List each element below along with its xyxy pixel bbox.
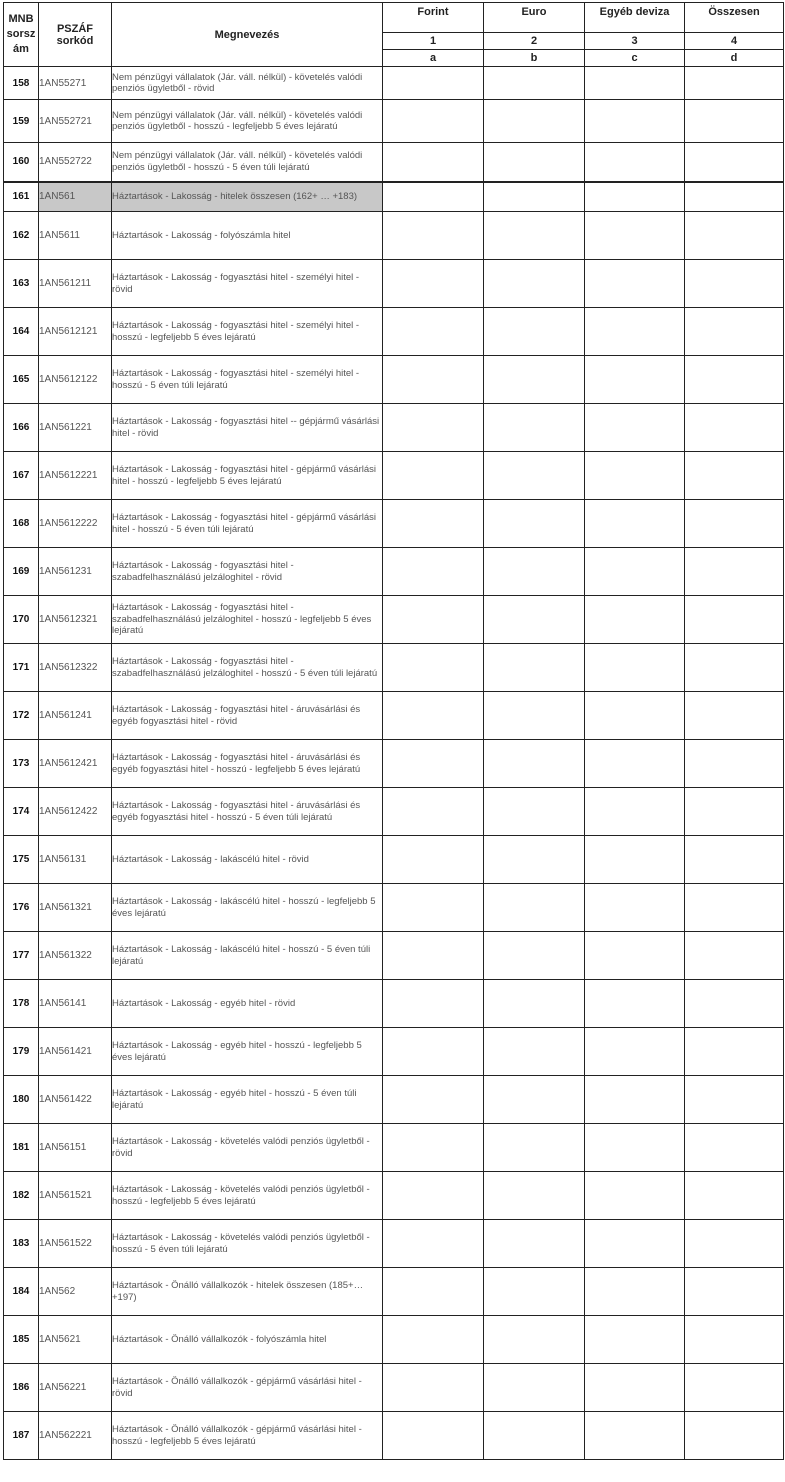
cell-euro[interactable]: [484, 452, 585, 500]
cell-forint[interactable]: [383, 1364, 484, 1412]
cell-forint[interactable]: [383, 212, 484, 260]
row-number: 177: [4, 932, 39, 980]
cell-euro[interactable]: [484, 260, 585, 308]
row-number: 181: [4, 1124, 39, 1172]
cell-euro[interactable]: [484, 596, 585, 644]
cell-other-currency[interactable]: [585, 1412, 685, 1460]
cell-euro[interactable]: [484, 100, 585, 143]
row-number: 175: [4, 836, 39, 884]
cell-forint[interactable]: [383, 1076, 484, 1124]
cell-euro[interactable]: [484, 356, 585, 404]
row-number: 185: [4, 1316, 39, 1364]
row-name: Nem pénzügyi vállalatok (Jár. váll. nélkül) - követelés valódi penziós ügyletből - rövid: [112, 67, 383, 100]
row-number: 166: [4, 404, 39, 452]
row-code: 1AN561522: [39, 1220, 112, 1268]
cell-forint[interactable]: [383, 404, 484, 452]
cell-forint[interactable]: [383, 1316, 484, 1364]
row-name: Háztartások - Lakosság - fogyasztási hitel - személyi hitel - rövid: [112, 260, 383, 308]
row-name: Háztartások - Lakosság - lakáscélú hitel - rövid: [112, 836, 383, 884]
cell-forint[interactable]: [383, 548, 484, 596]
header-total: Összesen: [685, 3, 784, 33]
cell-other-currency[interactable]: [585, 980, 685, 1028]
row-number: 162: [4, 212, 39, 260]
row-name: Háztartások - Lakosság - fogyasztási hitel - személyi hitel - hosszú - 5 éven túli lejáratú: [112, 356, 383, 404]
cell-other-currency[interactable]: [585, 356, 685, 404]
table-row: [4, 67, 784, 100]
table-row: [4, 1316, 784, 1364]
cell-euro[interactable]: [484, 788, 585, 836]
cell-total[interactable]: [685, 1172, 784, 1220]
cell-total[interactable]: [685, 644, 784, 692]
cell-forint[interactable]: [383, 1412, 484, 1460]
cell-other-currency[interactable]: [585, 143, 685, 182]
row-code: 1AN561422: [39, 1076, 112, 1124]
cell-euro[interactable]: [484, 1220, 585, 1268]
table-row: [4, 100, 784, 143]
row-name: Háztartások - Lakosság - követelés valódi penziós ügyletből - rövid: [112, 1124, 383, 1172]
row-name: Háztartások - Lakosság - fogyasztási hitel - áruvásárlási és egyéb fogyasztási hitel - hosszú - legfeljebb 5 éves lejáratú: [112, 740, 383, 788]
cell-total[interactable]: [685, 1028, 784, 1076]
row-name: Háztartások - Önálló vállalkozók - gépjármű vásárlási hitel - rövid: [112, 1364, 383, 1412]
row-name: Háztartások - Önálló vállalkozók - gépjármű vásárlási hitel - hosszú - legfeljebb 5 éves lejáratú: [112, 1412, 383, 1460]
cell-total[interactable]: [685, 356, 784, 404]
table-row: [4, 836, 784, 884]
row-code: 1AN561521: [39, 1172, 112, 1220]
row-number: 187: [4, 1412, 39, 1460]
cell-other-currency[interactable]: [585, 884, 685, 932]
table-row: [4, 452, 784, 500]
header-num-2: 2: [484, 33, 585, 50]
cell-other-currency[interactable]: [585, 1220, 685, 1268]
cell-euro[interactable]: [484, 1316, 585, 1364]
table-row: [4, 740, 784, 788]
row-code: 1AN552721: [39, 100, 112, 143]
row-name: Háztartások - Lakosság - fogyasztási hitel - szabadfelhasználású jelzáloghitel - hosszú - legfeljebb 5 éves lejáratú: [112, 596, 383, 644]
row-code: 1AN5612321: [39, 596, 112, 644]
cell-total[interactable]: [685, 1364, 784, 1412]
row-number: 179: [4, 1028, 39, 1076]
table-row: [4, 1124, 784, 1172]
cell-forint[interactable]: [383, 67, 484, 100]
cell-other-currency[interactable]: [585, 596, 685, 644]
cell-forint[interactable]: [383, 308, 484, 356]
row-name: Nem pénzügyi vállalatok (Jár. váll. nélkül) - követelés valódi penziós ügyletből - hosszú - legfeljebb 5 éves lejáratú: [112, 100, 383, 143]
row-number: 174: [4, 788, 39, 836]
row-name: Háztartások - Lakosság - fogyasztási hitel - szabadfelhasználású jelzáloghitel - rövid: [112, 548, 383, 596]
row-number: 169: [4, 548, 39, 596]
row-name: Háztartások - Lakosság - egyéb hitel - hosszú - legfeljebb 5 éves lejáratú: [112, 1028, 383, 1076]
row-number: 159: [4, 100, 39, 143]
row-code: 1AN561322: [39, 932, 112, 980]
cell-forint[interactable]: [383, 356, 484, 404]
row-number: 168: [4, 500, 39, 548]
row-code: 1AN552722: [39, 143, 112, 182]
row-number: 176: [4, 884, 39, 932]
row-number: 161: [4, 182, 39, 212]
row-name: Háztartások - Lakosság - folyószámla hitel: [112, 212, 383, 260]
table-row: [4, 182, 784, 212]
cell-other-currency[interactable]: [585, 452, 685, 500]
cell-euro[interactable]: [484, 932, 585, 980]
row-name: Háztartások - Lakosság - fogyasztási hitel - gépjármű vásárlási hitel - hosszú - 5 éven túli lejáratú: [112, 500, 383, 548]
cell-euro[interactable]: [484, 182, 585, 212]
row-code: 1AN56131: [39, 836, 112, 884]
row-name: Háztartások - Lakosság - lakáscélú hitel - hosszú - legfeljebb 5 éves lejáratú: [112, 884, 383, 932]
cell-forint[interactable]: [383, 100, 484, 143]
cell-euro[interactable]: [484, 67, 585, 100]
row-number: 167: [4, 452, 39, 500]
row-number: 171: [4, 644, 39, 692]
cell-forint[interactable]: [383, 1124, 484, 1172]
row-code: 1AN561321: [39, 884, 112, 932]
cell-other-currency[interactable]: [585, 1028, 685, 1076]
report-table: [3, 2, 784, 1460]
cell-total[interactable]: [685, 1124, 784, 1172]
cell-forint[interactable]: [383, 452, 484, 500]
cell-other-currency[interactable]: [585, 404, 685, 452]
table-row: [4, 1220, 784, 1268]
row-code: 1AN5612421: [39, 740, 112, 788]
row-name: Háztartások - Lakosság - fogyasztási hitel - személyi hitel - hosszú - legfeljebb 5 éves lejáratú: [112, 308, 383, 356]
row-code: 1AN5612222: [39, 500, 112, 548]
cell-euro[interactable]: [484, 1124, 585, 1172]
row-code: 1AN56151: [39, 1124, 112, 1172]
cell-other-currency[interactable]: [585, 1268, 685, 1316]
cell-total[interactable]: [685, 980, 784, 1028]
row-number: 180: [4, 1076, 39, 1124]
cell-euro[interactable]: [484, 644, 585, 692]
cell-total[interactable]: [685, 212, 784, 260]
cell-euro[interactable]: [484, 1028, 585, 1076]
row-number: 172: [4, 692, 39, 740]
row-code: 1AN561241: [39, 692, 112, 740]
cell-other-currency[interactable]: [585, 932, 685, 980]
cell-other-currency[interactable]: [585, 548, 685, 596]
cell-total[interactable]: [685, 788, 784, 836]
header-num-1: 1: [383, 33, 484, 50]
cell-total[interactable]: [685, 596, 784, 644]
row-code: 1AN562: [39, 1268, 112, 1316]
row-code: 1AN561211: [39, 260, 112, 308]
row-code: 1AN561: [39, 182, 112, 212]
cell-euro[interactable]: [484, 548, 585, 596]
cell-total[interactable]: [685, 1412, 784, 1460]
cell-total[interactable]: [685, 836, 784, 884]
header-letter-a: a: [383, 50, 484, 67]
row-code: 1AN5612322: [39, 644, 112, 692]
table-row: [4, 596, 784, 644]
cell-forint[interactable]: [383, 836, 484, 884]
cell-other-currency[interactable]: [585, 212, 685, 260]
row-number: 182: [4, 1172, 39, 1220]
table-row: [4, 1268, 784, 1316]
cell-forint[interactable]: [383, 182, 484, 212]
cell-forint[interactable]: [383, 644, 484, 692]
table-row: [4, 500, 784, 548]
table-row: [4, 143, 784, 182]
table-row: [4, 260, 784, 308]
row-code: 1AN55271: [39, 67, 112, 100]
table-row: [4, 980, 784, 1028]
table-row: [4, 548, 784, 596]
cell-total[interactable]: [685, 1076, 784, 1124]
header-other-currency: Egyéb deviza: [585, 3, 685, 33]
row-name: Háztartások - Önálló vállalkozók - folyószámla hitel: [112, 1316, 383, 1364]
cell-other-currency[interactable]: [585, 182, 685, 212]
cell-forint[interactable]: [383, 1172, 484, 1220]
cell-forint[interactable]: [383, 500, 484, 548]
cell-other-currency[interactable]: [585, 836, 685, 884]
header-pszaf: PSZÁF sorkód: [39, 3, 112, 67]
cell-total[interactable]: [685, 260, 784, 308]
row-code: 1AN562221: [39, 1412, 112, 1460]
table-row: [4, 644, 784, 692]
cell-other-currency[interactable]: [585, 740, 685, 788]
cell-forint[interactable]: [383, 260, 484, 308]
row-number: 164: [4, 308, 39, 356]
table-row: [4, 1412, 784, 1460]
cell-other-currency[interactable]: [585, 788, 685, 836]
table-row: [4, 308, 784, 356]
row-name: Háztartások - Lakosság - fogyasztási hitel - szabadfelhasználású jelzáloghitel - hosszú - 5 éven túli lejáratú: [112, 644, 383, 692]
header-num-3: 3: [585, 33, 685, 50]
cell-total[interactable]: [685, 500, 784, 548]
cell-forint[interactable]: [383, 1220, 484, 1268]
cell-other-currency[interactable]: [585, 692, 685, 740]
table-row: [4, 692, 784, 740]
cell-other-currency[interactable]: [585, 644, 685, 692]
row-code: 1AN56141: [39, 980, 112, 1028]
cell-euro[interactable]: [484, 404, 585, 452]
row-name: Háztartások - Lakosság - fogyasztási hitel - áruvásárlási és egyéb fogyasztási hitel - hosszú - 5 éven túli lejáratú: [112, 788, 383, 836]
row-name: Háztartások - Lakosság - követelés valódi penziós ügyletből - hosszú - 5 éven túli lejáratú: [112, 1220, 383, 1268]
cell-euro[interactable]: [484, 692, 585, 740]
row-name: Nem pénzügyi vállalatok (Jár. váll. nélkül) - követelés valódi penziós ügyletből - hosszú - 5 éven túli lejáratú: [112, 143, 383, 182]
row-number: 178: [4, 980, 39, 1028]
cell-total[interactable]: [685, 182, 784, 212]
cell-euro[interactable]: [484, 1268, 585, 1316]
table-row: [4, 884, 784, 932]
header-name: Megnevezés: [112, 3, 383, 67]
cell-total[interactable]: [685, 1316, 784, 1364]
cell-euro[interactable]: [484, 212, 585, 260]
row-code: 1AN561231: [39, 548, 112, 596]
cell-other-currency[interactable]: [585, 1124, 685, 1172]
row-name: Háztartások - Lakosság - hitelek összesen (162+ … +183): [112, 182, 383, 212]
cell-other-currency[interactable]: [585, 1316, 685, 1364]
row-code: 1AN561421: [39, 1028, 112, 1076]
cell-forint[interactable]: [383, 788, 484, 836]
cell-total[interactable]: [685, 404, 784, 452]
row-code: 1AN5611: [39, 212, 112, 260]
table-row: [4, 212, 784, 260]
cell-total[interactable]: [685, 932, 784, 980]
row-code: 1AN5612121: [39, 308, 112, 356]
row-name: Háztartások - Lakosság - egyéb hitel - rövid: [112, 980, 383, 1028]
row-number: 170: [4, 596, 39, 644]
row-name: Háztartások - Lakosság - követelés valódi penziós ügyletből - hosszú - legfeljebb 5 éves lejáratú: [112, 1172, 383, 1220]
header-letter-c: c: [585, 50, 685, 67]
row-code: 1AN5612221: [39, 452, 112, 500]
cell-euro[interactable]: [484, 500, 585, 548]
row-number: 183: [4, 1220, 39, 1268]
cell-total[interactable]: [685, 1268, 784, 1316]
header-letter-d: d: [685, 50, 784, 67]
cell-other-currency[interactable]: [585, 260, 685, 308]
cell-total[interactable]: [685, 548, 784, 596]
row-code: 1AN5612122: [39, 356, 112, 404]
cell-euro[interactable]: [484, 740, 585, 788]
row-name: Háztartások - Lakosság - fogyasztási hitel -- gépjármű vásárlási hitel - rövid: [112, 404, 383, 452]
row-number: 173: [4, 740, 39, 788]
row-number: 186: [4, 1364, 39, 1412]
cell-euro[interactable]: [484, 980, 585, 1028]
row-number: 158: [4, 67, 39, 100]
cell-forint[interactable]: [383, 596, 484, 644]
cell-other-currency[interactable]: [585, 1172, 685, 1220]
row-name: Háztartások - Lakosság - egyéb hitel - hosszú - 5 éven túli lejáratú: [112, 1076, 383, 1124]
cell-forint[interactable]: [383, 143, 484, 182]
header-letter-b: b: [484, 50, 585, 67]
header-euro: Euro: [484, 3, 585, 33]
cell-total[interactable]: [685, 692, 784, 740]
row-code: 1AN56221: [39, 1364, 112, 1412]
cell-euro[interactable]: [484, 143, 585, 182]
cell-total[interactable]: [685, 67, 784, 100]
cell-other-currency[interactable]: [585, 1076, 685, 1124]
cell-other-currency[interactable]: [585, 67, 685, 100]
header-num-4: 4: [685, 33, 784, 50]
cell-total[interactable]: [685, 143, 784, 182]
cell-other-currency[interactable]: [585, 100, 685, 143]
cell-total[interactable]: [685, 1220, 784, 1268]
cell-euro[interactable]: [484, 1364, 585, 1412]
table-row: [4, 1076, 784, 1124]
table-row: [4, 788, 784, 836]
row-number: 184: [4, 1268, 39, 1316]
header-mnb: MNB sorsz ám: [4, 3, 39, 67]
table-row: [4, 932, 784, 980]
cell-euro[interactable]: [484, 1412, 585, 1460]
cell-forint[interactable]: [383, 884, 484, 932]
table-row: [4, 404, 784, 452]
cell-forint[interactable]: [383, 692, 484, 740]
cell-forint[interactable]: [383, 980, 484, 1028]
row-name: Háztartások - Lakosság - fogyasztási hitel - gépjármű vásárlási hitel - hosszú - legfeljebb 5 éves lejáratú: [112, 452, 383, 500]
cell-euro[interactable]: [484, 836, 585, 884]
cell-euro[interactable]: [484, 884, 585, 932]
cell-total[interactable]: [685, 308, 784, 356]
cell-total[interactable]: [685, 884, 784, 932]
cell-euro[interactable]: [484, 1172, 585, 1220]
cell-total[interactable]: [685, 740, 784, 788]
row-number: 160: [4, 143, 39, 182]
cell-euro[interactable]: [484, 1076, 585, 1124]
row-code: 1AN5612422: [39, 788, 112, 836]
table-row: [4, 356, 784, 404]
row-name: Háztartások - Lakosság - lakáscélú hitel - hosszú - 5 éven túli lejáratú: [112, 932, 383, 980]
table-row: [4, 1028, 784, 1076]
cell-forint[interactable]: [383, 932, 484, 980]
cell-other-currency[interactable]: [585, 308, 685, 356]
row-name: Háztartások - Lakosság - fogyasztási hitel - áruvásárlási és egyéb fogyasztási hitel - rövid: [112, 692, 383, 740]
row-number: 165: [4, 356, 39, 404]
cell-euro[interactable]: [484, 308, 585, 356]
cell-forint[interactable]: [383, 1268, 484, 1316]
row-name: Háztartások - Önálló vállalkozók - hitelek összesen (185+…+197): [112, 1268, 383, 1316]
cell-other-currency[interactable]: [585, 500, 685, 548]
table-row: [4, 1364, 784, 1412]
cell-forint[interactable]: [383, 1028, 484, 1076]
cell-other-currency[interactable]: [585, 1364, 685, 1412]
cell-forint[interactable]: [383, 740, 484, 788]
header-forint: Forint: [383, 3, 484, 33]
cell-total[interactable]: [685, 100, 784, 143]
cell-total[interactable]: [685, 452, 784, 500]
row-code: 1AN561221: [39, 404, 112, 452]
row-code: 1AN5621: [39, 1316, 112, 1364]
table-row: [4, 1172, 784, 1220]
row-number: 163: [4, 260, 39, 308]
